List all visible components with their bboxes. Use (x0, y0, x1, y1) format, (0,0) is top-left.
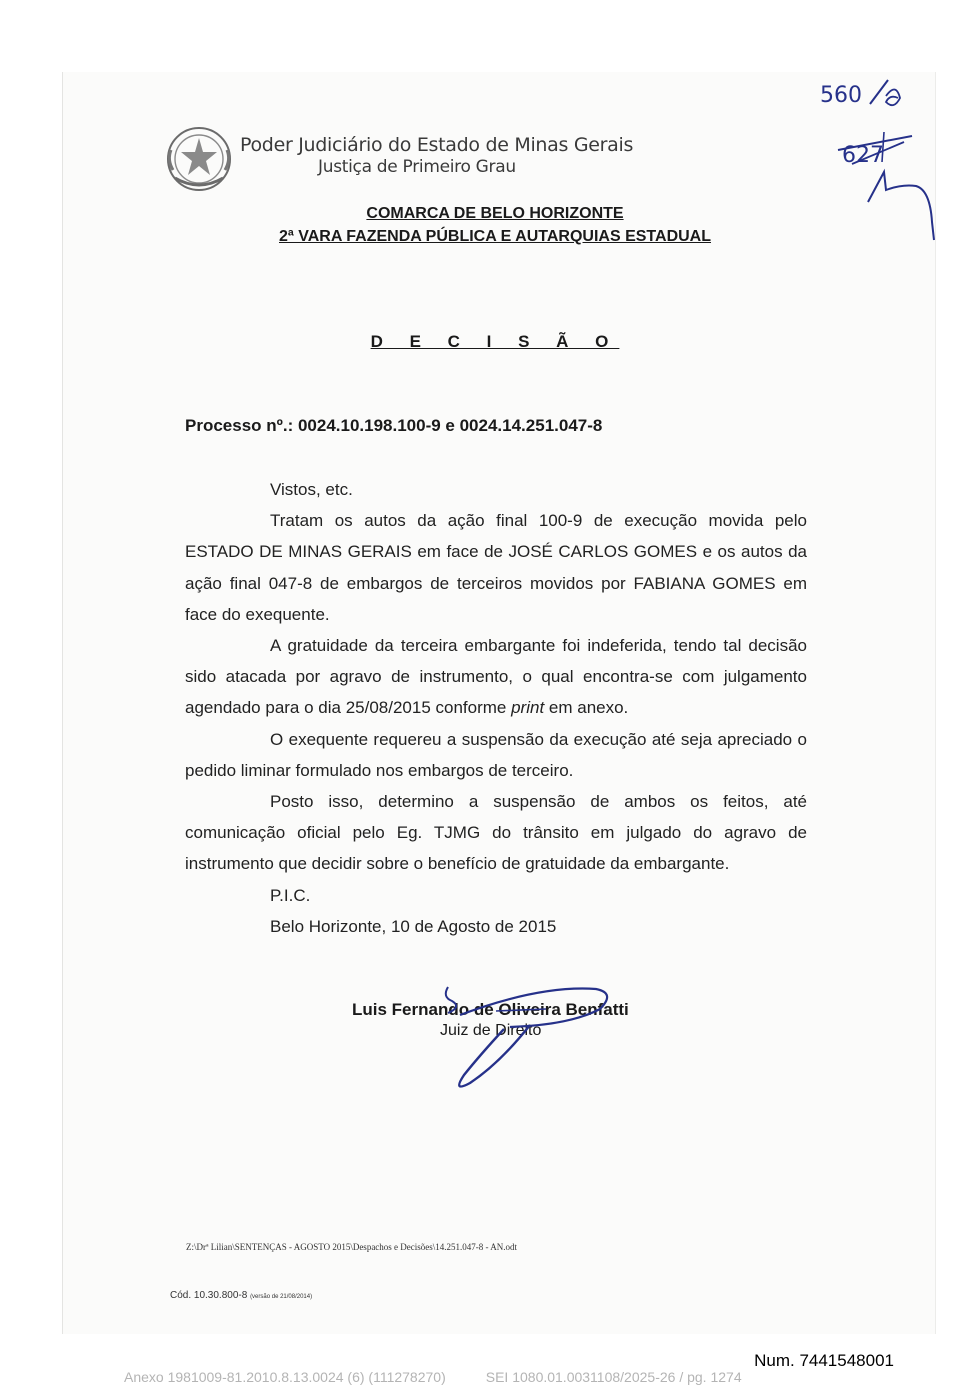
vara-heading: 2ª VARA FAZENDA PÚBLICA E AUTARQUIAS ESTADUAL (279, 228, 711, 245)
signer-role: Juiz de Direito (440, 1022, 542, 1039)
page-number-stamp (812, 72, 940, 242)
document-num: Num. 7441548001 (754, 1351, 894, 1370)
opening-line: Vistos, etc. (270, 480, 353, 499)
date-line: Belo Horizonte, 10 de Agosto de 2015 (270, 916, 557, 936)
court-subtitle: Justiça de Primeiro Grau (318, 157, 516, 177)
pic-line: P.I.C. (270, 885, 311, 905)
court-name: Poder Judiciário do Estado de Minas Gerais (240, 134, 634, 156)
comarca-heading: COMARCA DE BELO HORIZONTE (366, 205, 624, 222)
handwritten-signature (400, 975, 630, 1095)
file-path-footer: Z:\Drª Lilian\SENTENÇAS - AGOSTO 2015\Despachos e Decisões\14.251.047-8 - AN.odt (186, 1242, 518, 1252)
form-code-footer: Cód. 10.30.800-8 (versão de 21/08/2014) (170, 1290, 313, 1301)
coat-of-arms-icon (165, 124, 233, 194)
paragraph-3: O exequente requereu a suspensão da execução até seja apreciado o pedido liminar formulado nos embargos de terceiro. (185, 729, 807, 780)
paragraph-4: Posto isso, determino a suspensão de ambos os feitos, até comunicação oficial pelo Eg. TJMG do trânsito em julgado do agravo de instrumento que decidir sobre o benefício de gratuidade da embargante. (185, 792, 807, 874)
process-number: Processo nº.: 0024.10.198.100-9 e 0024.14.251.047-8 (185, 416, 603, 435)
signer-name: Luis Fernando de Oliveira Benfatti (352, 1000, 629, 1019)
paragraph-2: A gratuidade da terceira embargante foi indeferida, tendo tal decisão sido atacada por agravo de instrumento, o qual encontra-se com julgamento agendado para o dia 25/08/2015 conforme print em anexo. (185, 636, 807, 718)
decision-body (185, 474, 807, 942)
decision-title: D E C I S Ã O (370, 332, 620, 351)
stamp-struck-number: 627 (842, 143, 884, 168)
sei-reference: SEI 1080.01.0031108/2025-26 / pg. 1274 (485, 1369, 742, 1385)
annex-reference (124, 1369, 742, 1385)
paragraph-1: Tratam os autos da ação final 100-9 de execução movida pelo ESTADO DE MINAS GERAIS em face de JOSÉ CARLOS GOMES e os autos da ação final 047-8 de embargos de terceiros movidos por FABIANA GOMES em face do exequente. (185, 511, 807, 624)
stamp-page-number: 560 (820, 83, 862, 108)
annex-id: Anexo 1981009-81.2010.8.13.0024 (6) (111278270) (124, 1369, 446, 1385)
